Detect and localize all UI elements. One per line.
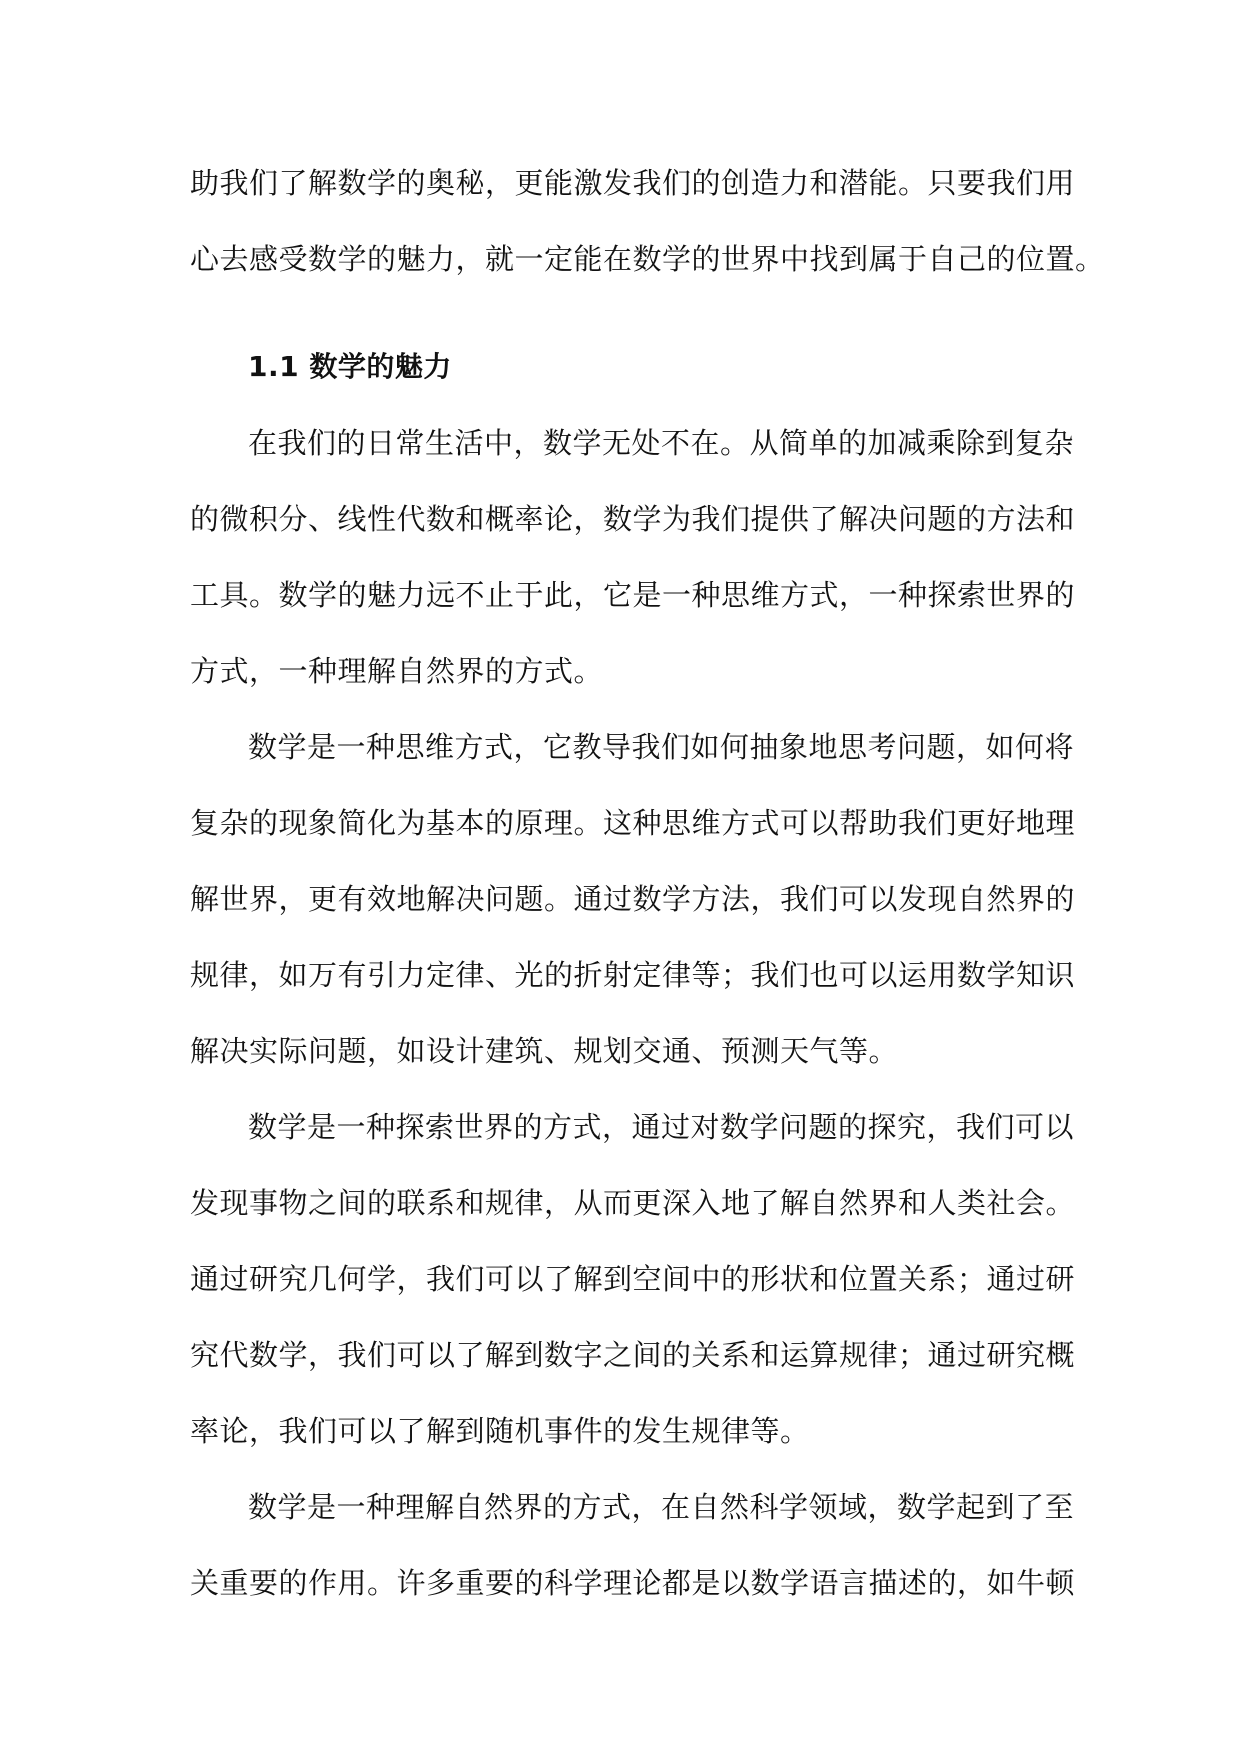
text-line: 率论，我们可以了解到随机事件的发生规律等。 — [190, 1414, 810, 1448]
text-line: 发现事物之间的联系和规律，从而更深入地了解自然界和人类社会。 — [190, 1186, 1076, 1220]
text-line: 方式，一种理解自然界的方式。 — [190, 654, 604, 688]
text-line: 究代数学，我们可以了解到数字之间的关系和运算规律；通过研究概 — [190, 1338, 1076, 1372]
text-line: 解决实际问题，如设计建筑、规划交通、预测天气等。 — [190, 1034, 899, 1068]
text-line: 数学是一种探索世界的方式，通过对数学问题的探究，我们可以 — [248, 1110, 1075, 1144]
text-line: 数学是一种理解自然界的方式，在自然科学领域，数学起到了至 — [248, 1490, 1075, 1524]
paragraph-1 — [190, 405, 1076, 709]
text-line: 复杂的现象简化为基本的原理。这种思维方式可以帮助我们更好地理 — [190, 806, 1076, 840]
text-line: 工具。数学的魅力远不止于此，它是一种思维方式，一种探索世界的 — [190, 578, 1076, 612]
text-line: 助我们了解数学的奥秘，更能激发我们的创造力和潜能。只要我们用 — [190, 166, 1076, 200]
text-line: 心去感受数学的魅力，就一定能在数学的世界中找到属于自己的位置。 — [190, 242, 1105, 276]
text-line: 在我们的日常生活中，数学无处不在。从简单的加减乘除到复杂 — [248, 426, 1075, 460]
section-heading: 1.1 数学的魅力 — [248, 350, 452, 383]
text-line: 规律，如万有引力定律、光的折射定律等；我们也可以运用数学知识 — [190, 958, 1076, 992]
text-line: 解世界，更有效地解决问题。通过数学方法，我们可以发现自然界的 — [190, 882, 1076, 916]
paragraph-4 — [190, 1469, 1076, 1621]
paragraph-3 — [190, 1089, 1076, 1469]
text-line: 的微积分、线性代数和概率论，数学为我们提供了解决问题的方法和 — [190, 502, 1076, 536]
intro-paragraph — [190, 145, 1105, 297]
text-line: 通过研究几何学，我们可以了解到空间中的形状和位置关系；通过研 — [190, 1262, 1076, 1296]
paragraph-2 — [190, 709, 1076, 1089]
text-line: 关重要的作用。许多重要的科学理论都是以数学语言描述的，如牛顿 — [190, 1566, 1076, 1600]
document-page — [190, 145, 1105, 1621]
text-line: 数学是一种思维方式，它教导我们如何抽象地思考问题，如何将 — [248, 730, 1075, 764]
